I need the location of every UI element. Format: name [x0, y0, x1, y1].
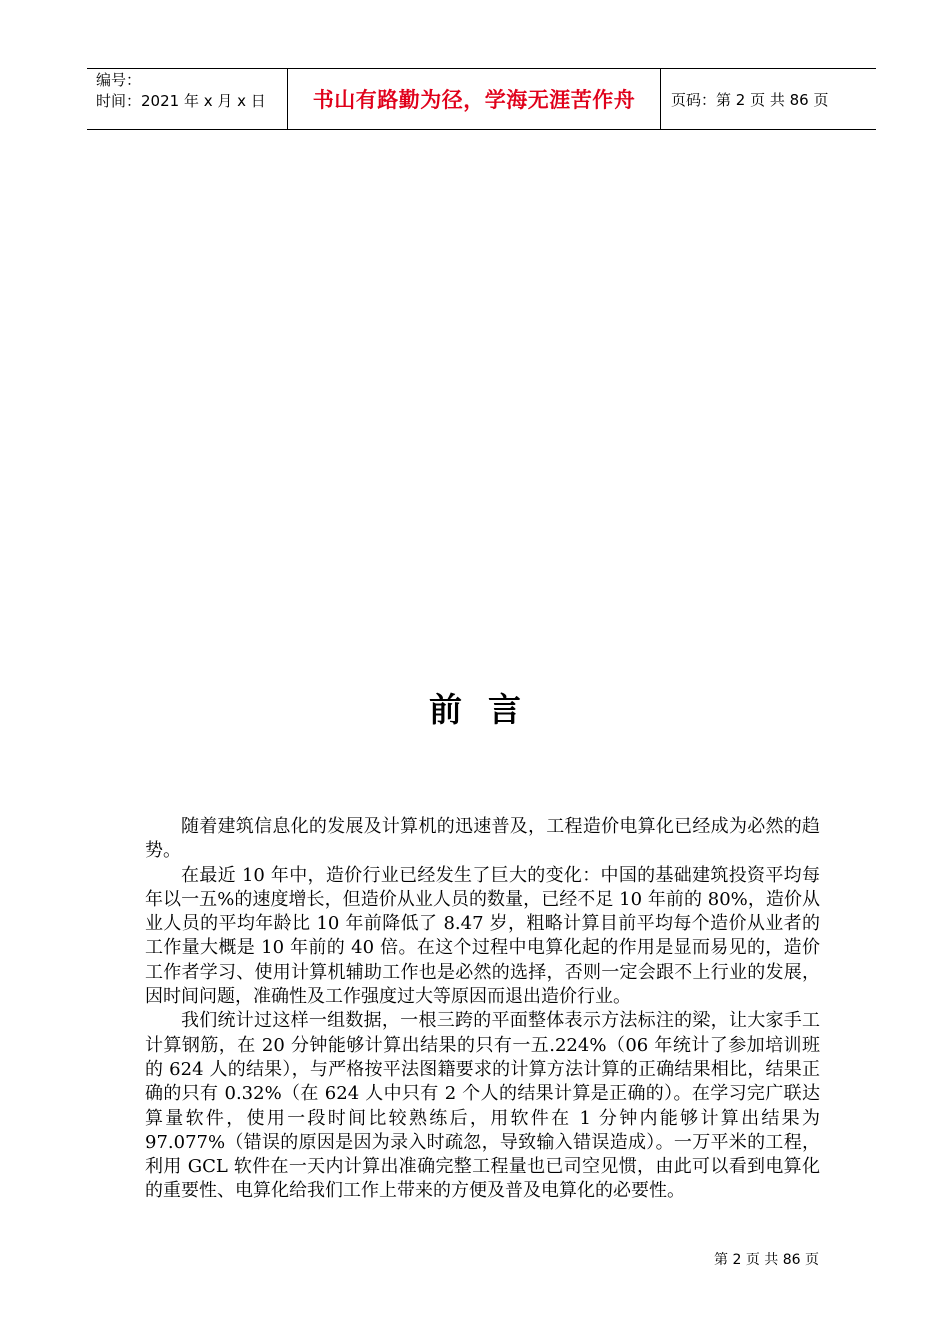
paragraph-2: 在最近 10 年中，造价行业已经发生了巨大的变化：中国的基础建筑投资平均每年以一五%的速度增长，但造价从业人员的数量，已经不足 10 年前的 80%，造价从业人员的平均年龄比 10 年前降低了 8.47 岁，粗略计算目前平均每个造价从业者的工作量大概是 10 年前的 40 倍。在这个过程中电算化起的作用是显而易见的，造价工作者学习、使用计算机辅助工作也是必然的选择，否则一定会跟不上行业的发展，因时间问题，准确性及工作强度过大等原因而退出造价行业。	[145, 864, 820, 1008]
document-time-label: 时间：2021 年 x 月 x 日	[96, 92, 266, 110]
paragraph-3: 我们统计过这样一组数据，一根三跨的平面整体表示方法标注的梁，让大家手工计算钢筋，在 20 分钟能够计算出结果的只有一五.224%（06 年统计了参加培训班的 624 人的结果），与严格按平法图籍要求的计算方法计算的正确结果相比，结果正确的只有 0.32%（在 624 人中只有 2 个人的结果计算是正确的）。在学习完广联达算量软件，使用一段时间比较熟练后，用软件在 1 分钟内能够计算出结果为 97.077%（错误的原因是因为录入时疏忽，导致输入错误造成）。一万平米的工程，利用 GCL 软件在一天内计算出准确完整工程量也已司空见惯，由此可以看到电算化的重要性、电算化给我们工作上带来的方便及普及电算化的必要性。	[145, 1010, 820, 1202]
page-footer: 第 2 页 共 86 页	[714, 1252, 819, 1268]
section-title: 前言	[429, 690, 547, 729]
document-number-label: 编号：	[96, 71, 142, 89]
body-text	[145, 815, 820, 1204]
header-meta	[87, 69, 287, 129]
page-header	[87, 68, 876, 130]
header-page-info: 页码：第 2 页 共 86 页	[671, 90, 829, 109]
header-motto: 书山有路勤为径，学海无涯苦作舟	[287, 69, 661, 129]
paragraph-1: 随着建筑信息化的发展及计算机的迅速普及，工程造价电算化已经成为必然的趋势。	[145, 816, 820, 862]
